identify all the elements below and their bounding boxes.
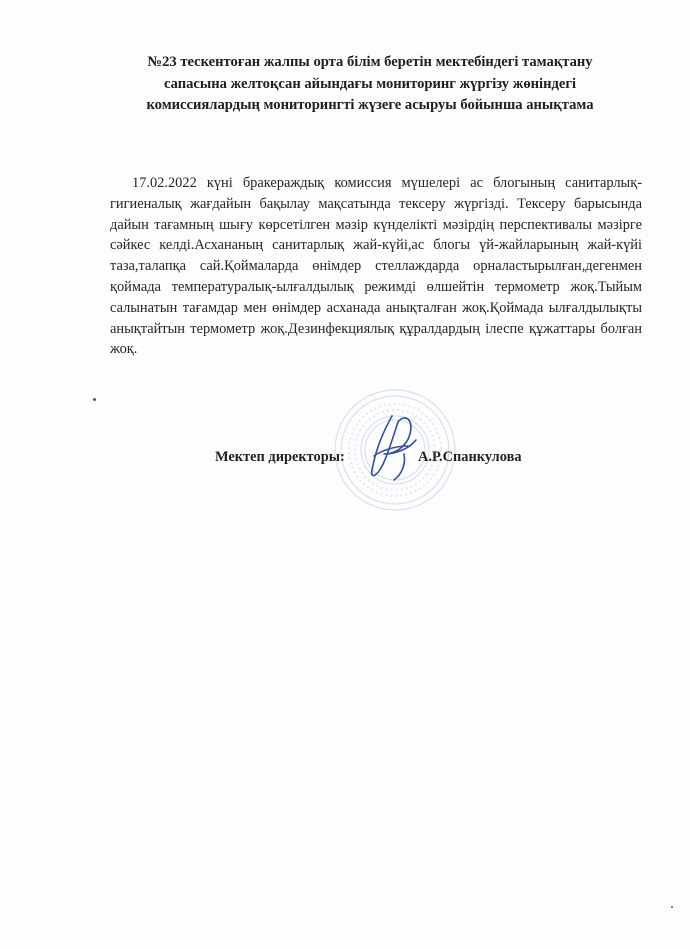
title-line-1: №23 тескентоған жалпы орта білім беретін мектебіндегі тамақтану xyxy=(147,54,593,70)
document-body-paragraph: 17.02.2022 күні бракераждық комиссия мүшелері ас блогының санитарлық-гигиеналық жағдайын бақылау мақсатында тексеру жүргізді. Тексеру барысында дайын тағамның шығу көрсетілген мәзір күнделікті мәзірдің перспективалы мәзірге сәйкес келді.Асхананың санитарлық жай-күйі,ас блогы үй-жайларының жай-күйі таза,талапқа сай.Қоймаларда өнімдер стеллаждарда орналастырылған,дегенмен қоймада температуралық-ылғалдылық режимді өлшейтін термометр жоқ.Тыйым салынатын тағамдар мен өнімдер асханада анықталған жоқ.Қоймада ылғалдылықты анықтайтын термометр жоқ.Дезинфекциялық құралдардың ілеспе құжаттары болған жоқ. xyxy=(110,175,642,358)
scan-speck-bottom xyxy=(671,906,673,908)
signature-block xyxy=(215,446,575,476)
document-title xyxy=(95,52,645,117)
title-line-2: сапасына желтоқсан айындағы мониторинг жүргізу жөніндегі xyxy=(163,75,577,92)
signatory-name: А.Р.Спанкулова xyxy=(418,449,522,465)
scan-speck xyxy=(93,398,96,401)
title-line-3: комиссиялардың мониторингті жүзеге асыруы бойынша анықтама xyxy=(146,97,594,113)
signature-label: Мектеп директоры: xyxy=(215,449,345,465)
